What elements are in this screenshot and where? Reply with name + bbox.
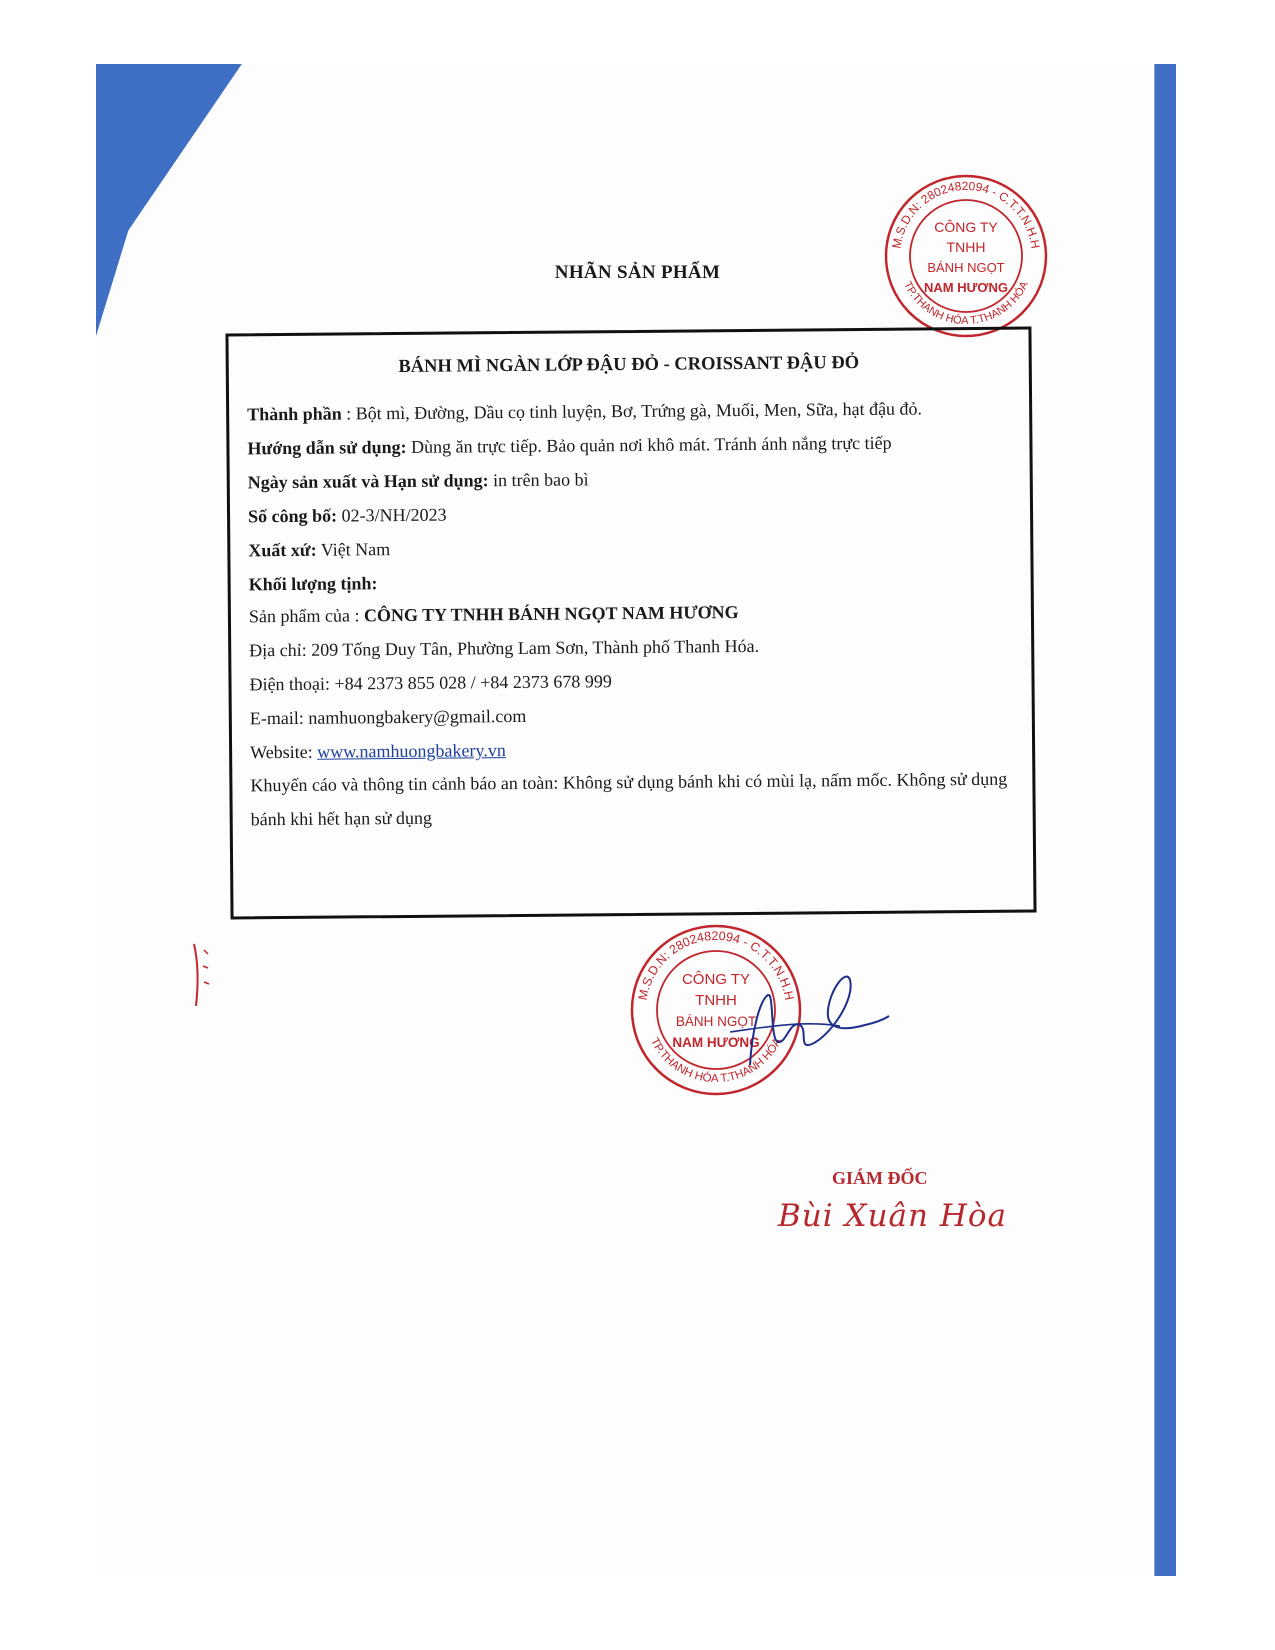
dates-label: Ngày sản xuất và Hạn sử dụng:: [247, 470, 489, 493]
email-line: E-mail: namhuongbakery@gmail.com: [249, 705, 527, 729]
usage-label: Hướng dẫn sử dụng:: [247, 436, 407, 459]
ingredients-label: Thành phần: [247, 403, 342, 425]
announcement-line: [248, 498, 1016, 529]
announcement-value: 02-3/NH/2023: [336, 504, 447, 526]
website-link[interactable]: www.namhuongbakery.vn: [317, 740, 506, 762]
website-label: Website:: [250, 741, 318, 763]
svg-text:TP.THANH HÓA T.THANH HÓA: TP.THANH HÓA T.THANH HÓA: [647, 1036, 785, 1086]
announcement-label: Số công bố:: [247, 505, 338, 527]
dates-line: [248, 464, 1016, 495]
origin-line: [248, 532, 1016, 563]
ingredients-value: : Bột mì, Đường, Dầu cọ tinh luyện, Bơ, Trứng gà, Muối, Men, Sữa, hạt đậu đỏ.: [341, 398, 923, 424]
svg-text:CÔNG TY: CÔNG TY: [934, 219, 998, 235]
svg-text:NAM HƯƠNG: NAM HƯƠNG: [924, 280, 1008, 295]
usage-line: [247, 430, 1015, 461]
website-line: [250, 734, 1018, 765]
svg-text:BÁNH NGỌT: BÁNH NGỌT: [927, 260, 1005, 275]
director-title: GIÁM ĐỐC: [832, 1168, 928, 1188]
product-label-box: [225, 326, 1036, 919]
origin-value: Việt Nam: [316, 539, 391, 560]
document-title: NHÃN SẢN PHẨM: [554, 262, 721, 283]
producer-value: CÔNG TY TNHH BÁNH NGỌT NAM HƯƠNG: [363, 602, 739, 626]
producer-label: Sản phẩm của :: [248, 605, 364, 627]
dates-value: in trên bao bì: [488, 469, 589, 491]
warning-text: Khuyến cáo và thông tin cảnh báo an toàn: Không sử dụng bánh khi có mùi lạ, nấm mốc. Không sử dụng bánh khi hết hạn sử dụng: [250, 768, 1008, 830]
weight-line: [249, 566, 1017, 597]
svg-text:TNHH: TNHH: [946, 239, 986, 255]
svg-text:TP.THANH HÓA T.THANH HÓA: TP.THANH HÓA T.THANH HÓA: [901, 279, 1031, 328]
director-signature: [690, 970, 890, 1085]
company-stamp-top: [882, 172, 1050, 340]
producer-line: [249, 598, 1017, 629]
origin-label: Xuất xứ:: [248, 539, 317, 561]
svg-text:M.S.D.N: 2802482094 - C.T.T.N.: M.S.D.N: 2802482094 - C.T.T.N.H.H: [635, 928, 797, 1002]
product-name: BÁNH MÌ NGÀN LỚP ĐẬU ĐỎ - CROISSANT ĐẬU ĐỎ: [398, 353, 860, 378]
svg-text:BÁNH NGỌT: BÁNH NGỌT: [675, 1014, 757, 1029]
weight-label: Khối lượng tịnh:: [248, 573, 378, 595]
director-name: Bùi Xuân Hòa: [778, 1198, 1008, 1234]
svg-text:TNHH: TNHH: [695, 992, 737, 1009]
ingredients-line: [247, 396, 1015, 427]
svg-text:CÔNG TY: CÔNG TY: [681, 971, 751, 988]
svg-text:M.S.D.N: 2802482094 - C.T.T.N.: M.S.D.N: 2802482094 - C.T.T.N.H.H: [889, 178, 1043, 250]
svg-text:NAM HƯƠNG: NAM HƯƠNG: [672, 1035, 760, 1050]
usage-value: Dùng ăn trực tiếp. Bảo quản nơi khô mát. Tránh ánh nắng trực tiếp: [406, 432, 892, 457]
margin-stamp-fragment: [190, 940, 214, 1015]
address-line: Địa chỉ: 209 Tống Duy Tân, Phường Lam Sơn, Thành phố Thanh Hóa.: [249, 635, 760, 661]
phone-line: Điện thoại: +84 2373 855 028 / +84 2373 678 999: [249, 671, 612, 695]
